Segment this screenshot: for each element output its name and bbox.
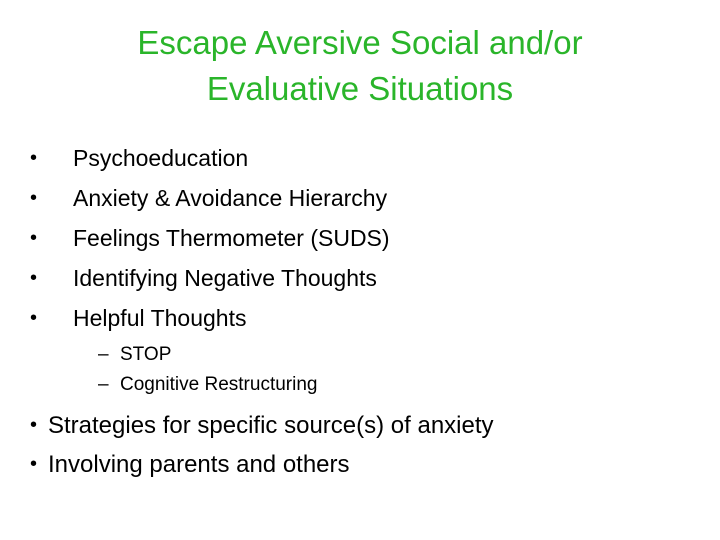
bottom-bullet-item [30,445,710,484]
bullet-icon: • [30,187,38,209]
bullet-item [30,218,690,258]
sub-bullet-list [98,340,317,400]
bullet-icon: • [30,147,38,169]
bullet-text: Identifying Negative Thoughts [73,265,377,291]
bullet-icon: • [30,453,38,475]
sub-bullet-text: Cognitive Restructuring [120,374,318,395]
bullet-icon: • [30,267,38,289]
slide-title [60,20,660,112]
bullet-item [30,298,690,338]
bullet-icon: • [30,227,38,249]
sub-bullet-item [98,370,317,400]
sub-bullet-item [98,340,317,370]
sub-bullet-text: STOP [120,344,172,365]
bullet-item [30,178,690,218]
bottom-bullet-list [30,406,710,484]
bullet-item [30,138,690,178]
bullet-item [30,258,690,298]
bottom-bullet-text: Strategies for specific source(s) of anxiety [48,412,494,439]
bullet-text: Feelings Thermometer (SUDS) [73,225,390,251]
bottom-bullet-item [30,406,710,445]
bullet-text: Psychoeducation [73,145,249,171]
bullet-text: Anxiety & Avoidance Hierarchy [73,185,388,211]
title-line-1: Escape Aversive Social and/or [137,24,583,61]
bullet-list [30,138,690,338]
dash-icon: – [98,374,109,395]
title-line-2: Evaluative Situations [206,70,514,107]
dash-icon: – [98,344,109,365]
bottom-bullet-text: Involving parents and others [48,451,350,478]
bullet-text: Helpful Thoughts [73,305,247,331]
bullet-icon: • [30,414,38,436]
bullet-icon: • [30,307,38,329]
